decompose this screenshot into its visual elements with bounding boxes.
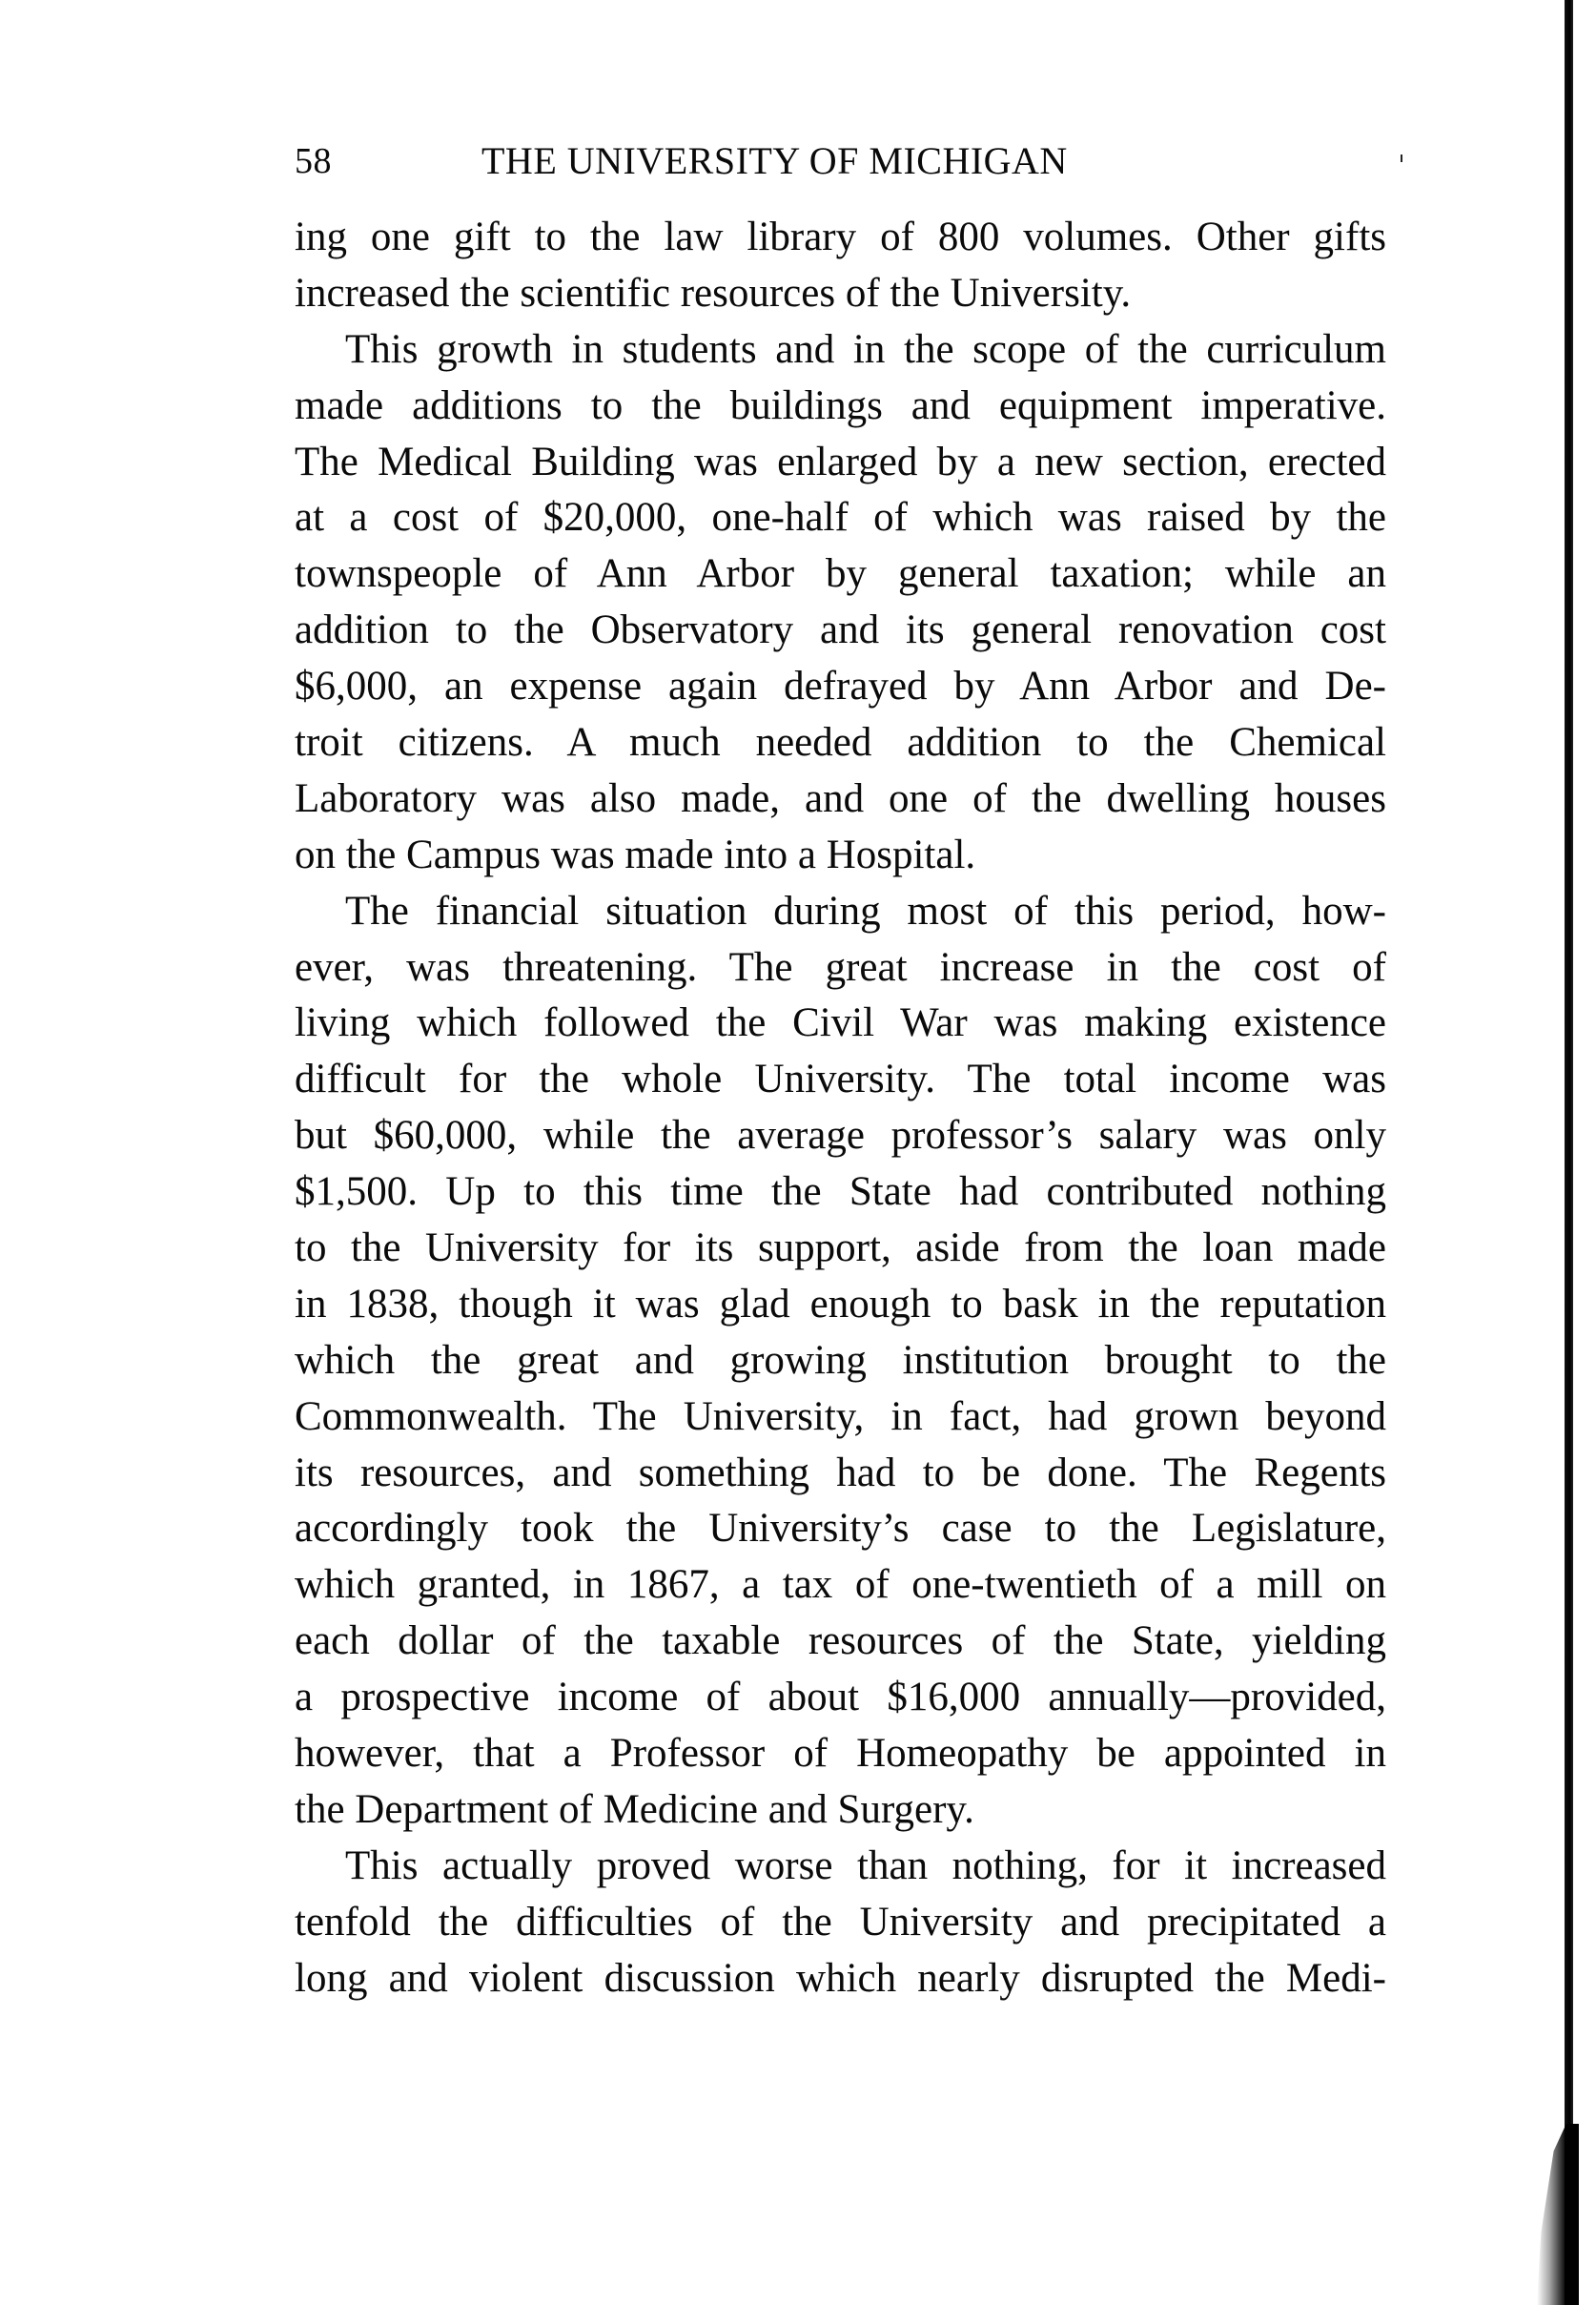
text-line: addition to the Observatory and its general renovation cost bbox=[295, 607, 1386, 653]
text-line: This growth in students and in the scope of the curriculum bbox=[345, 326, 1386, 372]
text-line: living which followed the Civil War was making existence bbox=[295, 1000, 1386, 1046]
text-line: each dollar of the taxable resources of the State, yielding bbox=[295, 1618, 1386, 1664]
scan-speck bbox=[1401, 154, 1402, 162]
text-line: the Department of Medicine and Surgery. bbox=[295, 1786, 974, 1832]
text-line: $1,500. Up to this time the State had contributed nothing bbox=[295, 1169, 1386, 1215]
text-line: long and violent discussion which nearly disrupted the Medi- bbox=[295, 1955, 1386, 2001]
text-line: difficult for the whole University. The total income was bbox=[295, 1057, 1386, 1102]
text-line: The Medical Building was enlarged by a new section, erected bbox=[295, 439, 1386, 484]
text-line: Commonwealth. The University, in fact, had grown beyond bbox=[295, 1393, 1386, 1439]
page-number: 58 bbox=[295, 141, 332, 181]
text-line: to the University for its support, aside from the loan made bbox=[295, 1225, 1386, 1271]
text-line: accordingly took the University’s case to the Legislature, bbox=[295, 1506, 1386, 1552]
text-line: ever, was threatening. The great increase in the cost of bbox=[295, 944, 1386, 990]
text-line: in 1838, though it was glad enough to bask in the reputation bbox=[295, 1281, 1386, 1327]
text-line: ing one gift to the law library of 800 volumes. Other gifts bbox=[295, 215, 1386, 259]
text-line: but $60,000, while the average professor’s salary was only bbox=[295, 1113, 1386, 1159]
text-line: made additions to the buildings and equipment imperative. bbox=[295, 382, 1386, 428]
running-title: THE UNIVERSITY OF MICHIGAN bbox=[481, 139, 1068, 182]
text-line: which granted, in 1867, a tax of one-twentieth of a mill on bbox=[295, 1562, 1386, 1608]
text-line: increased the scientific resources of the University. bbox=[295, 270, 1132, 316]
page-binding-edge bbox=[1565, 0, 1573, 2305]
text-line: its resources, and something had to be done. The Regents bbox=[295, 1450, 1386, 1495]
text-line: a prospective income of about $16,000 annually—provided, bbox=[295, 1675, 1386, 1720]
text-line: at a cost of $20,000, one-half of which was raised by the bbox=[295, 495, 1386, 541]
text-line: however, that a Professor of Homeopathy be appointed in bbox=[295, 1731, 1386, 1777]
text-line: The financial situation during most of this period, how- bbox=[345, 888, 1386, 934]
body-text bbox=[295, 210, 1386, 2007]
text-line: on the Campus was made into a Hospital. bbox=[295, 832, 976, 877]
text-line: which the great and growing institution brought to the bbox=[295, 1337, 1386, 1383]
text-line: This actually proved worse than nothing, for it increased bbox=[345, 1842, 1386, 1888]
running-head bbox=[295, 137, 1386, 185]
text-line: $6,000, an expense again defrayed by Ann Arbor and De- bbox=[295, 664, 1386, 710]
text-line: troit citizens. A much needed addition to the Chemical bbox=[295, 720, 1386, 766]
text-line: tenfold the difficulties of the University and precipitated a bbox=[295, 1899, 1386, 1945]
text-line: Laboratory was also made, and one of the dwelling houses bbox=[295, 775, 1386, 821]
text-line: townspeople of Ann Arbor by general taxation; while an bbox=[295, 551, 1386, 597]
page-binding-shadow bbox=[1537, 2124, 1579, 2305]
